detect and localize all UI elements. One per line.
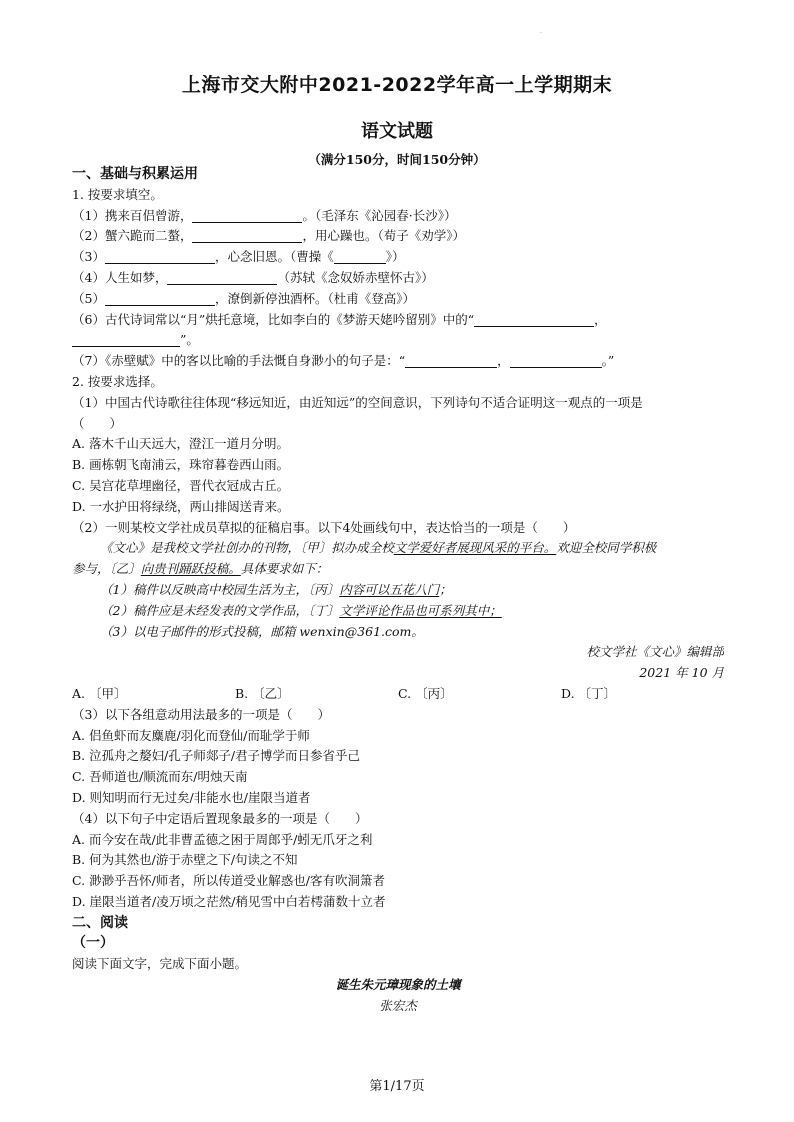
article-title: 诞生朱元璋现象的土壤 — [335, 977, 461, 993]
exam-subtitle: 语文试题 — [361, 121, 433, 142]
answer-blank[interactable] — [474, 312, 594, 327]
subquestion-2-stem: （2）一则某校文学社成员草拟的征稿启事。以下4处画线句中，表达恰当的一项是（ ） — [72, 519, 576, 535]
subquestion-2-options — [72, 684, 724, 705]
answer-blank[interactable] — [334, 249, 386, 264]
option-d[interactable]: D. 崖限当道者/凌万顷之茫然/稍见雪中白若樗蒲数十立者 — [72, 893, 386, 909]
fill-blank-5: （5） ，潦倒新停浊酒杯。（杜甫《登高》） — [72, 290, 415, 306]
reading-part-label: （一） — [72, 935, 114, 952]
fill-blank-1: （1）携来百侣曾游， 。（毛泽东《沁园春·长沙》） — [72, 207, 457, 223]
corner-mark: · — [540, 30, 542, 37]
option-a[interactable]: A. 落木千山天远大，澄江一道月分明。 — [72, 436, 289, 452]
answer-blank[interactable] — [405, 353, 497, 368]
notice-signature: 校文学社《文心》编辑部 — [586, 644, 724, 660]
answer-blank[interactable] — [510, 353, 602, 368]
exam-title: 上海市交大附中2021-2022学年高一上学期期末 — [181, 74, 613, 96]
option-b[interactable]: B. 何为其然也/游于赤壁之下/句读之不知 — [72, 852, 298, 868]
fill-blank-3: （3） ，心念旧恩。（曹操《 》） — [72, 249, 405, 265]
reading-instruction: 阅读下面文字，完成下面小题。 — [72, 956, 248, 972]
fill-blank-7: （7）《赤壁赋》中的客以比喻的手法慨自身渺小的句子是：“ ， 。” — [72, 353, 615, 369]
fill-blank-4: （4）人生如梦， （苏轼《念奴娇赤壁怀古》） — [72, 269, 434, 285]
option-d[interactable]: D. 一水护田将绿绕，两山排闼送青来。 — [72, 498, 290, 514]
option-d[interactable]: D. 则知明而行无过矣/非能水也/崖限当道者 — [72, 789, 311, 805]
exam-content — [72, 164, 724, 1017]
article-author: 张宏杰 — [379, 997, 417, 1013]
fill-blank-2: （2）蟹六跪而二螯， ，用心躁也。（荀子《劝学》） — [72, 228, 465, 244]
notice-paragraph-1-cont: 参与，〔乙〕向贵刊踊跃投稿。具体要求如下： — [72, 561, 329, 577]
answer-blank[interactable] — [105, 291, 215, 306]
option-b[interactable]: B. 〔乙〕 — [235, 685, 290, 701]
answer-blank[interactable] — [105, 249, 215, 264]
subquestion-3-stem: （3）以下各组意动用法最多的一项是（ ） — [72, 706, 330, 722]
question-1-stem: 1. 按要求填空。 — [72, 186, 163, 202]
notice-requirement-3: （3）以电子邮件的形式投稿，邮箱 wenxin@361.com。 — [100, 623, 424, 639]
option-a[interactable]: A. 〔甲〕 — [72, 685, 127, 701]
notice-date: 2021 年 10 月 — [639, 665, 724, 681]
answer-blank[interactable] — [192, 228, 302, 243]
section-heading-2: 二、阅读 — [72, 914, 128, 931]
fill-blank-6-cont: ”。 — [72, 330, 724, 351]
option-b[interactable]: B. 画栋朝飞南浦云，珠帘暮卷西山雨。 — [72, 457, 290, 473]
option-c[interactable]: C. 吴宫花草埋幽径，晋代衣冠成古丘。 — [72, 477, 290, 493]
notice-requirement-2: （2）稿件应是未经发表的文学作品，〔丁〕文学评论作品也可系列其中； — [100, 602, 502, 618]
notice-paragraph-1: 《文心》是我校文学社创办的刊物，〔甲〕拟办成全校文学爱好者展现风采的平台。欢迎全校同学积极 — [100, 540, 657, 556]
answer-blank[interactable] — [167, 270, 277, 285]
subquestion-1-stem: （1）中国古代诗歌往往体现“移远知近，由近知远”的空间意识，下列诗句不适合证明这一观点的一项是 — [72, 394, 643, 410]
option-a[interactable]: A. 而今安在哉/此非曹孟德之困于周郎乎/蚓无爪牙之利 — [72, 831, 373, 847]
answer-blank[interactable] — [72, 332, 180, 347]
page-number: 第1/17页 — [369, 1079, 425, 1094]
option-c[interactable]: C. 吾师道也/顺流而东/明烛天南 — [72, 769, 248, 785]
option-c[interactable]: C. 渺渺乎吾怀/师者，所以传道受业解惑也/客有吹洞箫者 — [72, 873, 385, 889]
option-b[interactable]: B. 泣孤舟之嫠妇/孔子师郯子/君子博学而日参省乎己 — [72, 748, 361, 764]
option-d[interactable]: D. 〔丁〕 — [561, 685, 617, 701]
notice-requirement-1: （1）稿件以反映高中校园生活为主，〔丙〕内容可以五花八门； — [100, 581, 452, 597]
fill-blank-6: （6）古代诗词常以“月”烘托意境，比如李白的《梦游天姥吟留别》中的“ ， — [72, 311, 607, 327]
subquestion-1-bracket: （ ） — [72, 415, 123, 431]
option-a[interactable]: A. 侣鱼虾而友麋鹿/羽化而登仙/而耻学于师 — [72, 727, 310, 743]
subquestion-4-stem: （4）以下句子中定语后置现象最多的一项是（ ） — [72, 810, 368, 826]
option-c[interactable]: C. 〔丙〕 — [398, 685, 453, 701]
answer-blank[interactable] — [192, 208, 302, 223]
score-line: （满分150分，时间150分钟） — [308, 152, 486, 167]
section-heading-1: 一、基础与积累运用 — [72, 166, 198, 182]
question-2-stem: 2. 按要求选择。 — [72, 373, 163, 389]
